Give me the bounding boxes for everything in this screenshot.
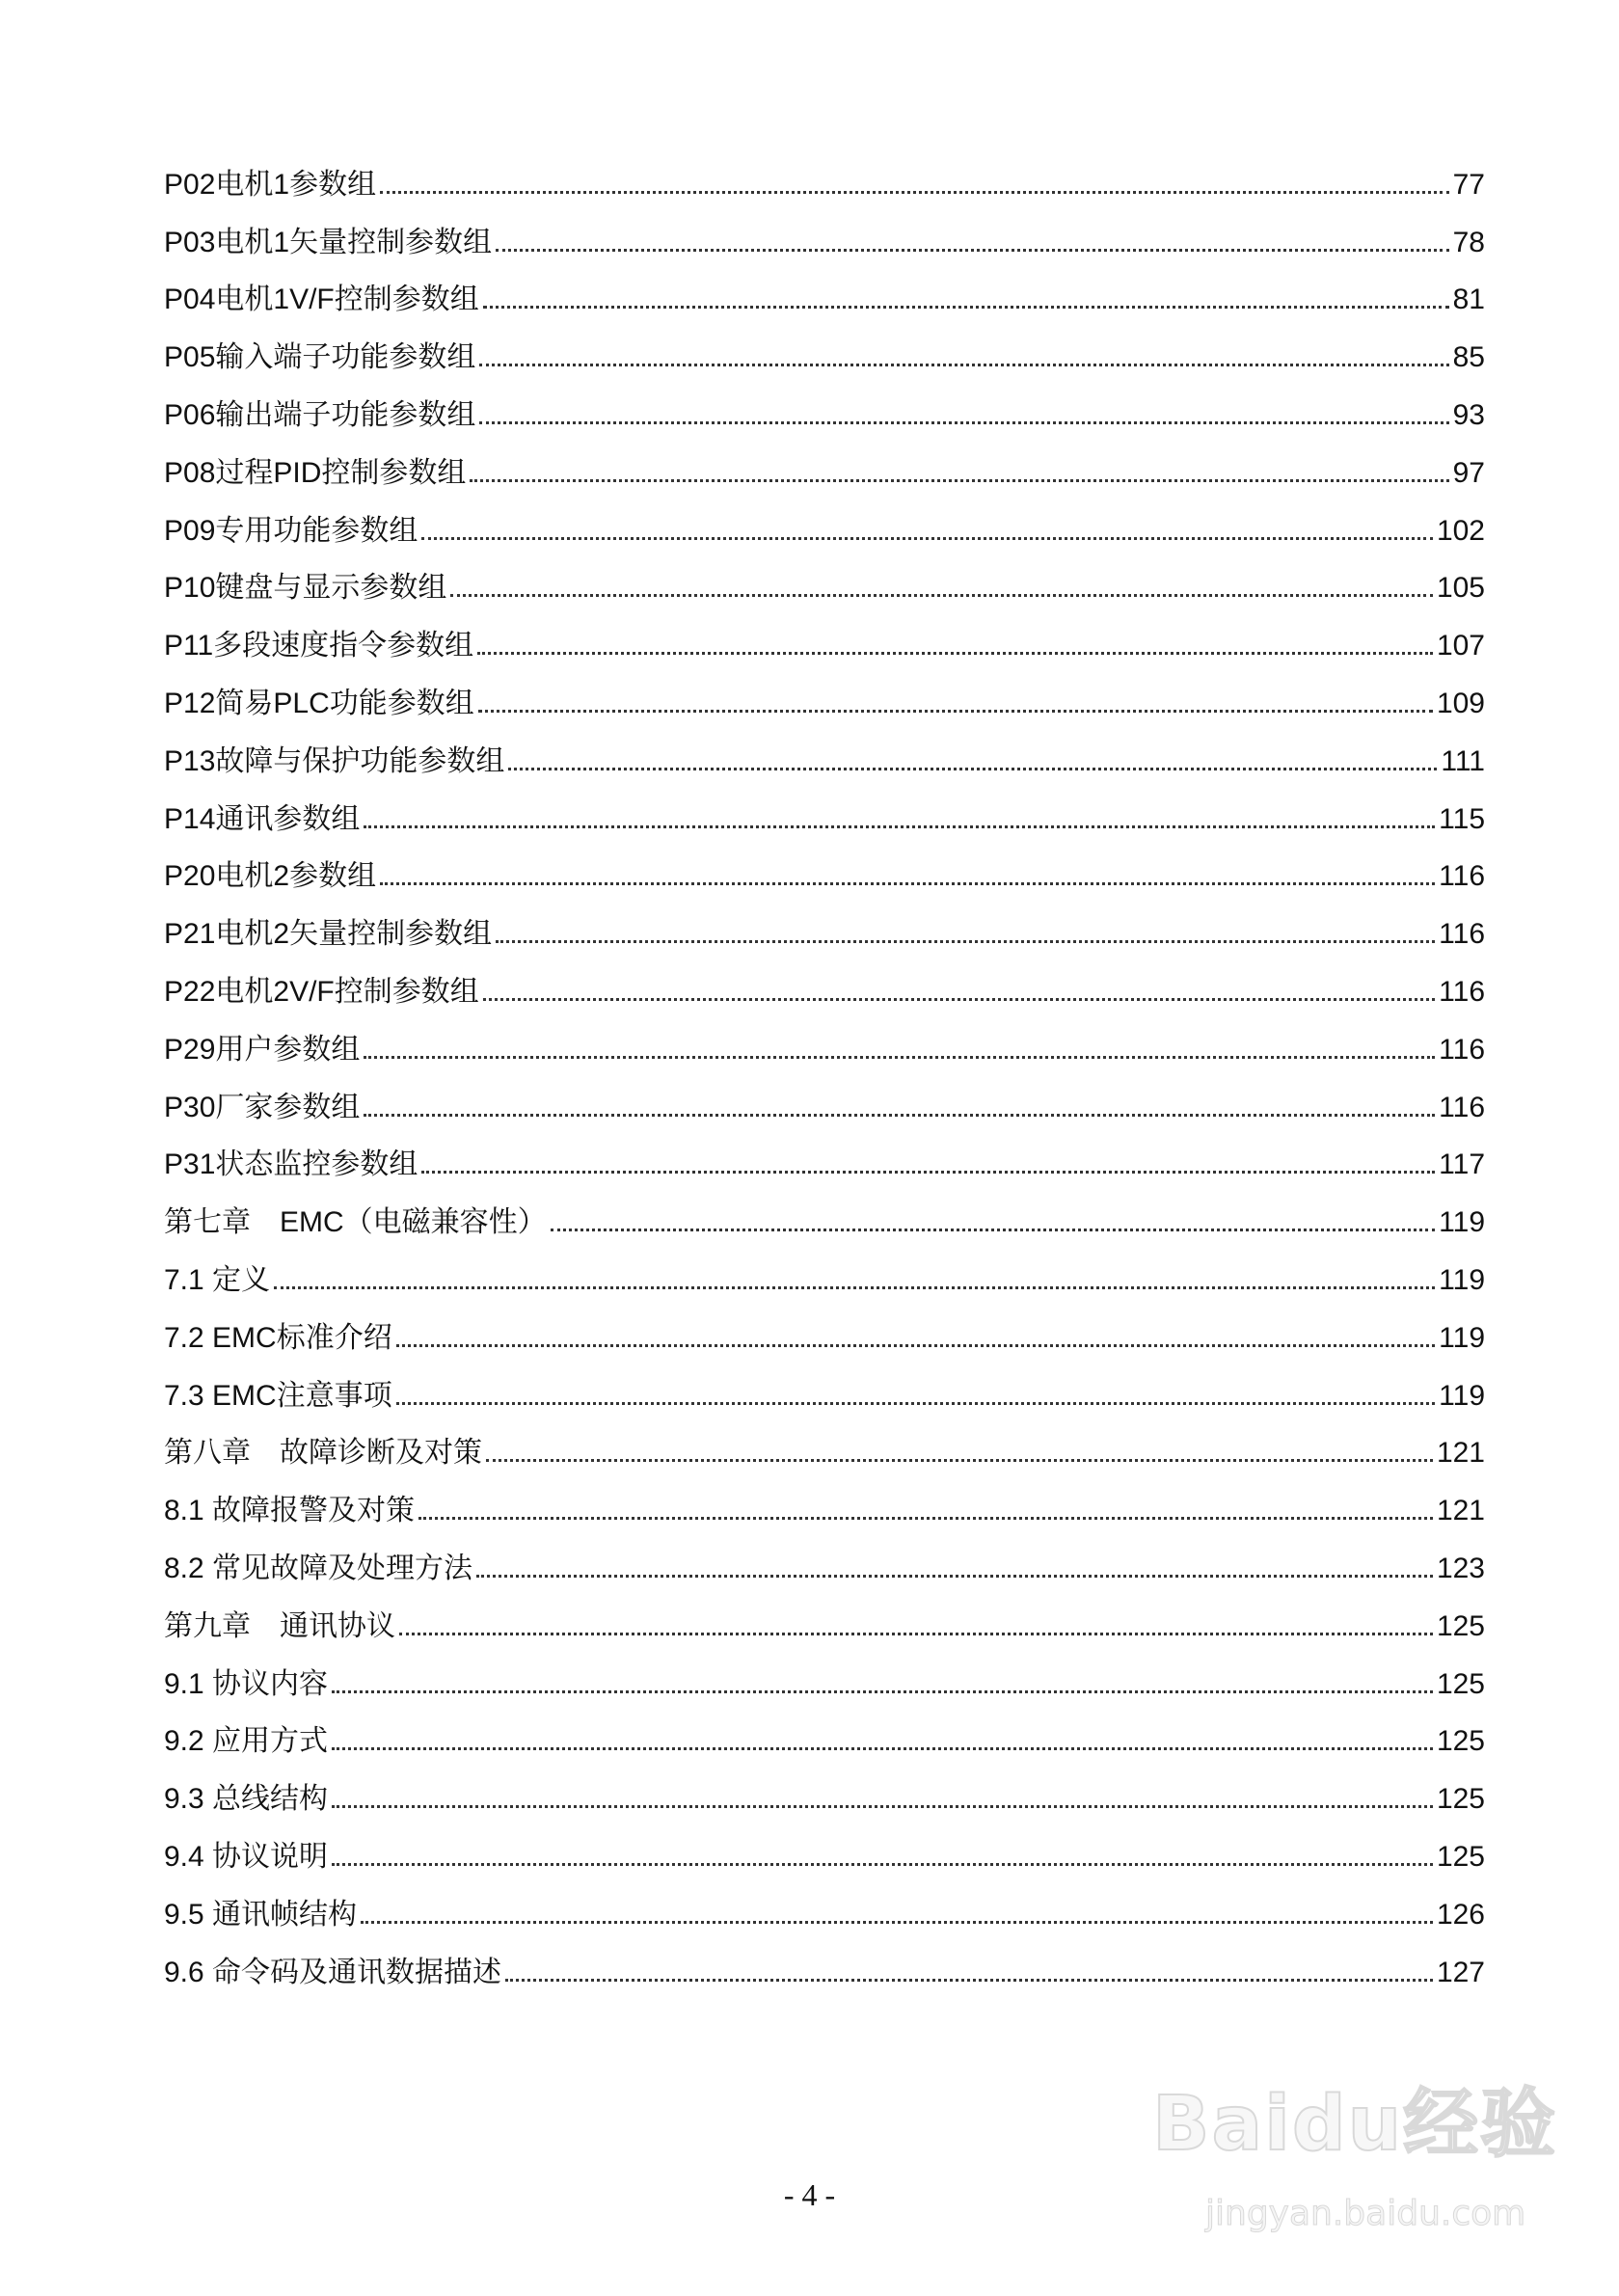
- toc-leader-dots: [380, 191, 1449, 194]
- toc-leader-dots: [479, 421, 1448, 424]
- toc-entry: [164, 1298, 1485, 1356]
- toc-entry-page: 115: [1439, 802, 1485, 835]
- watermark-url-text: jingyan.baidu.com: [1205, 2194, 1526, 2233]
- toc-entry-page: 125: [1436, 1840, 1485, 1873]
- toc-entry: [164, 894, 1485, 952]
- toc-entry-title: P20电机2参数组: [164, 860, 377, 893]
- toc-leader-dots: [496, 249, 1449, 252]
- toc-entry: [164, 1586, 1485, 1644]
- toc-leader-dots: [396, 1402, 1435, 1405]
- toc-leader-dots: [332, 1690, 1433, 1693]
- toc-entry-title: P08过程PID控制参数组: [164, 456, 467, 489]
- toc-entry-page: 116: [1439, 1091, 1485, 1123]
- toc-leader-dots: [476, 1575, 1433, 1578]
- toc-entry-page: 123: [1436, 1552, 1485, 1584]
- toc-entry-page: 78: [1452, 226, 1485, 258]
- toc-entry-title: P29用户参数组: [164, 1033, 361, 1066]
- toc-entry-title: P21电机2矢量控制参数组: [164, 918, 493, 951]
- toc-entry-page: 77: [1452, 168, 1485, 201]
- toc-entry: [164, 1240, 1485, 1298]
- toc-entry: [164, 663, 1485, 721]
- toc-entry-page: 85: [1452, 341, 1485, 374]
- toc-entry-page: 111: [1441, 744, 1485, 777]
- toc-leader-dots: [418, 1517, 1433, 1520]
- toc-entry-page: 97: [1452, 456, 1485, 489]
- toc-leader-dots: [380, 882, 1435, 885]
- toc-entry-page: 119: [1439, 1321, 1485, 1354]
- toc-leader-dots: [364, 1114, 1435, 1117]
- toc-entry: [164, 837, 1485, 895]
- toc-entry-page: 126: [1436, 1898, 1485, 1931]
- toc-entry-title: 9.3 总线结构: [164, 1783, 329, 1816]
- toc-entry-title: P22电机2V/F控制参数组: [164, 975, 479, 1008]
- baidu-watermark-logo: [1133, 2025, 1558, 2256]
- toc-leader-dots: [551, 1229, 1436, 1231]
- toc-leader-dots: [399, 1633, 1433, 1635]
- toc-leader-dots: [477, 652, 1433, 655]
- toc-entry: [164, 1528, 1485, 1586]
- toc-entry: [164, 952, 1485, 1010]
- toc-entry-page: 125: [1436, 1725, 1485, 1758]
- toc-entry: [164, 145, 1485, 203]
- toc-leader-dots: [470, 479, 1448, 482]
- toc-entry: [164, 606, 1485, 663]
- toc-entry-title: P02电机1参数组: [164, 168, 377, 201]
- toc-entry: [164, 1356, 1485, 1414]
- toc-entry-page: 116: [1439, 975, 1485, 1008]
- toc-entry-title: P03电机1矢量控制参数组: [164, 226, 493, 258]
- toc-leader-dots: [483, 306, 1449, 309]
- toc-entry-title: 9.1 协议内容: [164, 1667, 329, 1700]
- toc-entry: [164, 317, 1485, 375]
- toc-entry-page: 119: [1439, 1263, 1485, 1296]
- toc-entry-title: 8.2 常见故障及处理方法: [164, 1552, 473, 1584]
- toc-leader-dots: [332, 1747, 1433, 1750]
- toc-entry-page: 121: [1436, 1495, 1485, 1527]
- toc-entry: [164, 1414, 1485, 1472]
- toc-entry: [164, 1182, 1485, 1240]
- toc-entry: [164, 1010, 1485, 1067]
- toc-leader-dots: [478, 710, 1433, 713]
- toc-entry-title: 第九章 通讯协议: [164, 1609, 395, 1642]
- toc-entry-page: 119: [1439, 1379, 1485, 1412]
- toc-entry-title: P05输入端子功能参数组: [164, 341, 476, 374]
- toc-entry: [164, 433, 1485, 491]
- toc-entry-title: 7.1 定义: [164, 1263, 271, 1296]
- toc-leader-dots: [508, 768, 1437, 770]
- toc-entry-page: 125: [1436, 1609, 1485, 1642]
- toc-entry: [164, 1644, 1485, 1702]
- toc-entry-title: P11多段速度指令参数组: [164, 630, 474, 662]
- toc-entry-title: 9.6 命令码及通讯数据描述: [164, 1956, 502, 1988]
- toc-leader-dots: [486, 1459, 1433, 1462]
- toc-entry: [164, 779, 1485, 837]
- page-number: - 4 -: [783, 2177, 836, 2212]
- toc-entry: [164, 721, 1485, 779]
- toc-entry-page: 125: [1436, 1667, 1485, 1700]
- toc-entry: [164, 1471, 1485, 1528]
- toc-entry-title: 7.3 EMC注意事项: [164, 1379, 392, 1412]
- toc-entry: [164, 1125, 1485, 1183]
- toc-entry-page: 93: [1452, 398, 1485, 431]
- toc-leader-dots: [421, 1171, 1435, 1174]
- toc-leader-dots: [450, 594, 1433, 597]
- toc-leader-dots: [396, 1344, 1435, 1347]
- toc-entry-title: P14通讯参数组: [164, 802, 361, 835]
- toc-entry-page: 107: [1436, 630, 1485, 662]
- toc-entry: [164, 1817, 1485, 1875]
- toc-leader-dots: [274, 1286, 1435, 1289]
- toc-entry: [164, 1759, 1485, 1817]
- toc-entry-page: 109: [1436, 687, 1485, 719]
- toc-entry-page: 116: [1439, 918, 1485, 951]
- toc-entry-title: 第八章 故障诊断及对策: [164, 1437, 482, 1470]
- toc-entry-page: 125: [1436, 1783, 1485, 1816]
- toc-entry: [164, 1702, 1485, 1760]
- toc-leader-dots: [364, 1056, 1435, 1059]
- toc-entry-title: 9.4 协议说明: [164, 1840, 329, 1873]
- toc-entry-page: 119: [1439, 1206, 1485, 1239]
- toc-entry-page: 116: [1439, 1033, 1485, 1066]
- toc-entry: [164, 1932, 1485, 1990]
- toc-entry-title: P04电机1V/F控制参数组: [164, 284, 479, 316]
- toc-entry: [164, 203, 1485, 260]
- table-of-contents: [164, 145, 1485, 1990]
- toc-leader-dots: [479, 364, 1448, 366]
- toc-leader-dots: [332, 1863, 1433, 1866]
- toc-entry-title: P12简易PLC功能参数组: [164, 687, 474, 719]
- toc-leader-dots: [483, 998, 1435, 1001]
- toc-entry-page: 121: [1436, 1437, 1485, 1470]
- toc-entry-title: 9.2 应用方式: [164, 1725, 329, 1758]
- toc-entry-title: P09专用功能参数组: [164, 514, 418, 547]
- toc-entry-page: 105: [1436, 572, 1485, 605]
- toc-entry-title: P31状态监控参数组: [164, 1148, 418, 1181]
- toc-leader-dots: [421, 537, 1433, 540]
- toc-entry-title: P10键盘与显示参数组: [164, 572, 447, 605]
- toc-entry: [164, 1067, 1485, 1125]
- toc-entry-page: 127: [1436, 1956, 1485, 1988]
- toc-entry-title: 9.5 通讯帧结构: [164, 1898, 358, 1931]
- toc-entry-title: 8.1 故障报警及对策: [164, 1495, 416, 1527]
- toc-entry: [164, 375, 1485, 433]
- toc-entry-title: P06输出端子功能参数组: [164, 398, 476, 431]
- toc-leader-dots: [332, 1805, 1433, 1808]
- toc-entry-page: 102: [1436, 514, 1485, 547]
- toc-leader-dots: [364, 825, 1435, 828]
- toc-entry-title: P13故障与保护功能参数组: [164, 744, 505, 777]
- watermark-brand-text: Baidu经验: [1152, 2081, 1558, 2168]
- toc-entry: [164, 1875, 1485, 1932]
- toc-entry-page: 117: [1439, 1148, 1485, 1181]
- toc-entry-title: 7.2 EMC标准介绍: [164, 1321, 392, 1354]
- toc-entry-page: 116: [1439, 860, 1485, 893]
- toc-entry: [164, 549, 1485, 607]
- toc-leader-dots: [505, 1979, 1433, 1982]
- toc-entry: [164, 491, 1485, 549]
- toc-entry: [164, 260, 1485, 318]
- toc-entry-page: 81: [1452, 284, 1485, 316]
- toc-leader-dots: [361, 1921, 1433, 1924]
- toc-entry-title: P30厂家参数组: [164, 1091, 361, 1123]
- toc-entry-title: 第七章 EMC（电磁兼容性）: [164, 1206, 547, 1239]
- toc-leader-dots: [496, 940, 1435, 943]
